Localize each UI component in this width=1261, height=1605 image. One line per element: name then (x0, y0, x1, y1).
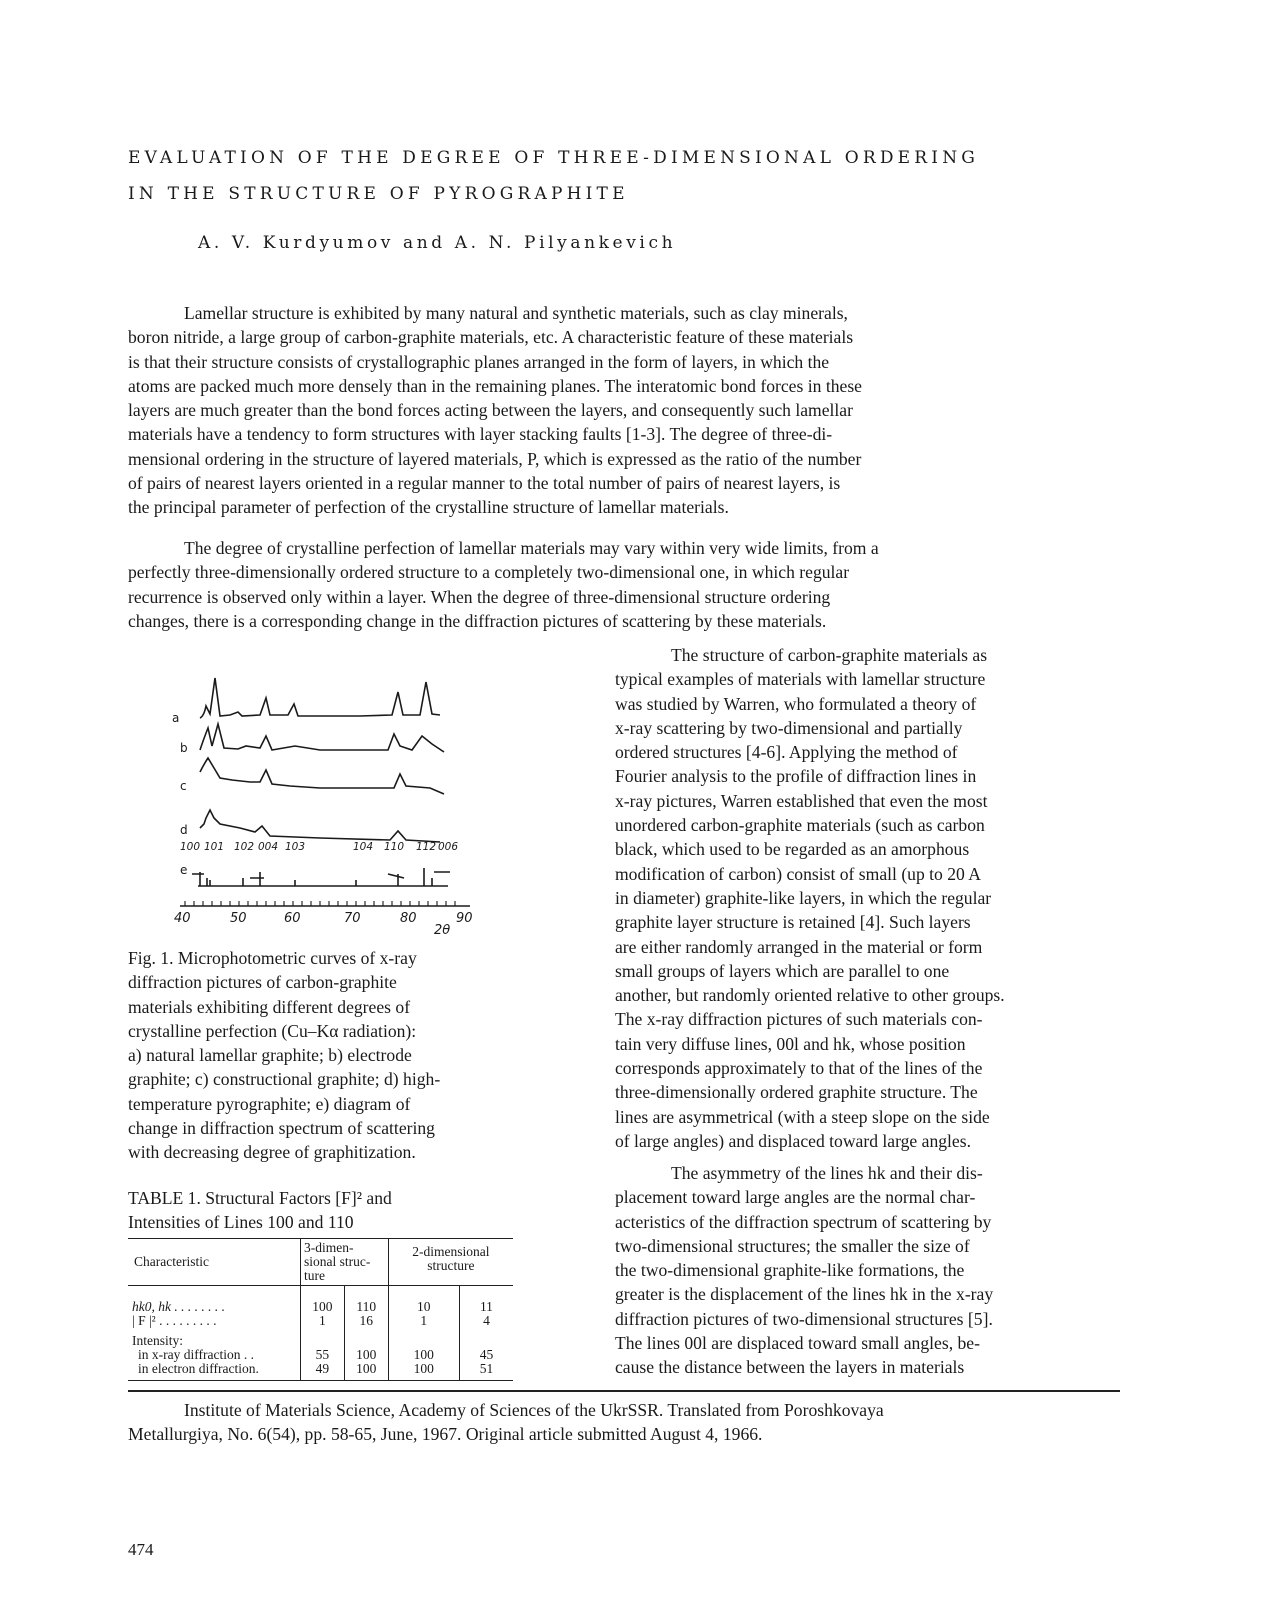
table-head-2d: 2-dimensional structure (388, 1239, 513, 1286)
table-cell: 100 (388, 1348, 459, 1362)
text-line: x-ray scattering by two-dimensional and partially (615, 717, 963, 738)
table-row (128, 1286, 513, 1315)
hkl-label: 104 (353, 841, 374, 853)
caption-line: graphite; c) constructional graphite; d) high- (128, 1069, 441, 1090)
table-cell (388, 1328, 459, 1348)
caption-line: with decreasing degree of graphitization. (128, 1142, 416, 1163)
caption-line: crystalline perfection (Cu–Kα radiation): (128, 1020, 417, 1041)
table-cell (301, 1328, 345, 1348)
text-line: was studied by Warren, who formulated a theory of (615, 693, 977, 714)
title-line-2: IN THE STRUCTURE OF PYROGRAPHITE (128, 184, 629, 204)
hkl-label: 102 (234, 841, 255, 853)
page-number: 474 (128, 1540, 154, 1559)
curve-label-d: d (180, 823, 188, 837)
table-cell: 1 (301, 1314, 345, 1328)
curve-label-c: c (180, 779, 187, 793)
text-line: mensional ordering in the structure of layered materials, P, which is expressed as the ratio of the number (128, 448, 862, 469)
caption-line: a) natural lamellar graphite; b) electrode (128, 1045, 412, 1066)
table-head-characteristic: Characteristic (134, 1254, 209, 1269)
table-cell: 100 (301, 1286, 345, 1315)
table-title (128, 1186, 392, 1234)
table-head-3d: 3-dimen-sional struc-ture (301, 1239, 389, 1286)
text-line: The x-ray diffraction pictures of such materials con- (615, 1009, 983, 1030)
footnote-line: Institute of Materials Science, Academy of Sciences of the UkrSSR. Translated from Poroshkovaya (184, 1400, 884, 1420)
text-line: of large angles) and displaced toward large angles. (615, 1130, 971, 1151)
caption-line: change in diffraction spectrum of scattering (128, 1118, 435, 1139)
right-paragraph-2 (615, 1161, 1135, 1380)
table-cell (459, 1328, 513, 1348)
table-cell: 1 (388, 1314, 459, 1328)
table-cell: 100 (344, 1348, 388, 1362)
curve-b (200, 724, 444, 752)
hkl-label: 004 (258, 841, 279, 853)
table-row (128, 1314, 513, 1328)
text-line: cause the distance between the layers in materials (615, 1357, 965, 1378)
curve-label-e: e (180, 863, 188, 877)
text-line: two-dimensional structures; the smaller the size of (615, 1235, 970, 1256)
text-line: layers are much greater than the bond forces acting between the layers, and consequently such lamellar (128, 400, 853, 421)
text-line: black, which used to be regarded as an amorphous (615, 839, 970, 860)
intro-paragraph-2 (128, 536, 1128, 633)
footnote-line: Metallurgiya, No. 6(54), pp. 58-65, June, 1967. Original article submitted August 4, 1966. (128, 1424, 763, 1444)
hkl-label: 112 (416, 841, 437, 853)
table-cell: 10 (388, 1286, 459, 1315)
table-cell: 110 (344, 1286, 388, 1315)
axis-tick-label: 40 (174, 911, 191, 926)
text-line: of pairs of nearest layers oriented in a regular manner to the total number of pairs of nearest layers, is (128, 473, 841, 494)
text-line: changes, there is a corresponding change in the diffraction pictures of scattering by these materials. (128, 610, 827, 631)
text-line: are either randomly arranged in the material or form (615, 936, 983, 957)
table-cell-label: | F |² . . . . . . . . . (132, 1313, 217, 1328)
authors: A. V. Kurdyumov and A. N. Pilyankevich (198, 233, 677, 253)
text-line: The structure of carbon-graphite materials as (671, 645, 988, 665)
table-cell-label: in electron diffraction. (138, 1361, 259, 1376)
table-cell: 100 (344, 1362, 388, 1381)
axis-tick-label: 60 (284, 911, 301, 926)
hkl-label: 006 (438, 841, 459, 853)
caption-line: materials exhibiting different degrees of (128, 996, 411, 1017)
caption-line: diffraction pictures of carbon-graphite (128, 972, 397, 993)
text-line: modification of carbon) consist of small (up to 20 A (615, 863, 981, 884)
text-line: placement toward large angles are the normal char- (615, 1187, 976, 1208)
curve-c (200, 758, 444, 794)
text-line: Lamellar structure is exhibited by many natural and synthetic materials, such as clay minerals, (184, 303, 848, 323)
text-line: small groups of layers which are parallel to one (615, 960, 950, 981)
table-row (128, 1328, 513, 1348)
axis-tick-label: 50 (230, 911, 247, 926)
axis-tick-label: 90 (456, 911, 473, 926)
table-cell (344, 1328, 388, 1348)
footnote (128, 1398, 884, 1446)
table-cell: 45 (459, 1348, 513, 1362)
table-cell: 16 (344, 1314, 388, 1328)
curve-label-b: b (180, 741, 188, 755)
text-line: ordered structures [4-6]. Applying the method of (615, 742, 958, 763)
text-line: unordered carbon-graphite materials (such as carbon (615, 815, 985, 836)
table-cell-label: Intensity: (132, 1333, 183, 1348)
text-line: x-ray pictures, Warren established that even the most (615, 790, 988, 811)
text-line: typical examples of materials with lamellar structure (615, 669, 986, 690)
text-line: perfectly three-dimensionally ordered structure to a completely two-dimensional one, in which regular (128, 562, 850, 583)
table-cell: 49 (301, 1362, 345, 1381)
hkl-label: 101 (204, 841, 225, 853)
axis-tick-label: 70 (344, 911, 361, 926)
text-line: The lines 00l are displaced toward small angles, be- (615, 1333, 980, 1354)
text-line: tain very diffuse lines, 00l and hk, whose position (615, 1033, 966, 1054)
table-cell: 11 (459, 1286, 513, 1315)
footnote-rule (128, 1390, 1120, 1392)
table-cell: 100 (388, 1362, 459, 1381)
table-cell: 55 (301, 1348, 345, 1362)
text-line: diffraction pictures of two-dimensional structures [5]. (615, 1308, 993, 1329)
title-line-1: EVALUATION OF THE DEGREE OF THREE-DIMENSIONAL ORDERING (128, 148, 980, 168)
text-line: another, but randomly oriented relative to other groups. (615, 985, 1005, 1006)
diffraction-figure (160, 668, 480, 938)
text-line: lines are asymmetrical (with a steep slope on the side (615, 1106, 990, 1127)
text-line: the principal parameter of perfection of the crystalline structure of lamellar materials. (128, 497, 729, 518)
text-line: Fourier analysis to the profile of diffraction lines in (615, 766, 977, 787)
curve-d (200, 810, 440, 842)
text-line: in diameter) graphite-like layers, in which the regular (615, 887, 992, 908)
text-line: corresponds approximately to that of the lines of the (615, 1058, 983, 1079)
text-line: recurrence is observed only within a layer. When the degree of three-dimensional structure ordering (128, 586, 831, 607)
figure-caption (128, 946, 548, 1165)
curve-label-a: a (172, 711, 180, 725)
text-line: graphite layer structure is retained [4]. Such layers (615, 912, 971, 933)
text-line: atoms are packed much more densely than in the remaining planes. The interatomic bond forces in these (128, 375, 862, 396)
text-line: materials have a tendency to form structures with layer stacking faults [1-3]. The degree of three-di- (128, 424, 833, 445)
text-line: boron nitride, a large group of carbon-graphite materials, etc. A characteristic feature of these materials (128, 327, 854, 348)
table-cell: 4 (459, 1314, 513, 1328)
text-line: acteristics of the diffraction spectrum of scattering by (615, 1211, 992, 1232)
text-line: greater is the displacement of the lines hk in the x-ray (615, 1284, 994, 1305)
curve-e-arrows (192, 872, 450, 878)
axis-label: 2θ (434, 923, 451, 938)
text-line: The asymmetry of the lines hk and their dis- (671, 1163, 983, 1183)
text-line: three-dimensionally ordered graphite structure. The (615, 1082, 978, 1103)
table-row (128, 1362, 513, 1381)
table-cell-label: in x-ray diffraction . . (138, 1347, 254, 1362)
intro-paragraph-1 (128, 301, 1128, 520)
caption-line: Fig. 1. Microphotometric curves of x-ray (128, 948, 417, 968)
axis-tick-label: 80 (400, 911, 417, 926)
table-row (128, 1348, 513, 1362)
hkl-label: 103 (285, 841, 306, 853)
text-line: the two-dimensional graphite-like formations, the (615, 1260, 965, 1281)
hkl-label: 110 (384, 841, 405, 853)
right-paragraph-1 (615, 643, 1135, 1153)
table-title-line: TABLE 1. Structural Factors [F]² and (128, 1188, 392, 1208)
table-cell: 51 (459, 1362, 513, 1381)
caption-line: temperature pyrographite; e) diagram of (128, 1093, 411, 1114)
text-line: is that their structure consists of crystallographic planes arranged in the form of layers, in which the (128, 351, 830, 372)
hkl-label: 100 (180, 841, 201, 853)
table-title-line: Intensities of Lines 100 and 110 (128, 1212, 354, 1232)
structural-factors-table (128, 1238, 513, 1381)
table-cell-label: hk0, hk . . . . . . . . (132, 1299, 225, 1314)
curve-a (200, 678, 440, 718)
text-line: The degree of crystalline perfection of lamellar materials may vary within very wide limits, from a (184, 538, 879, 558)
